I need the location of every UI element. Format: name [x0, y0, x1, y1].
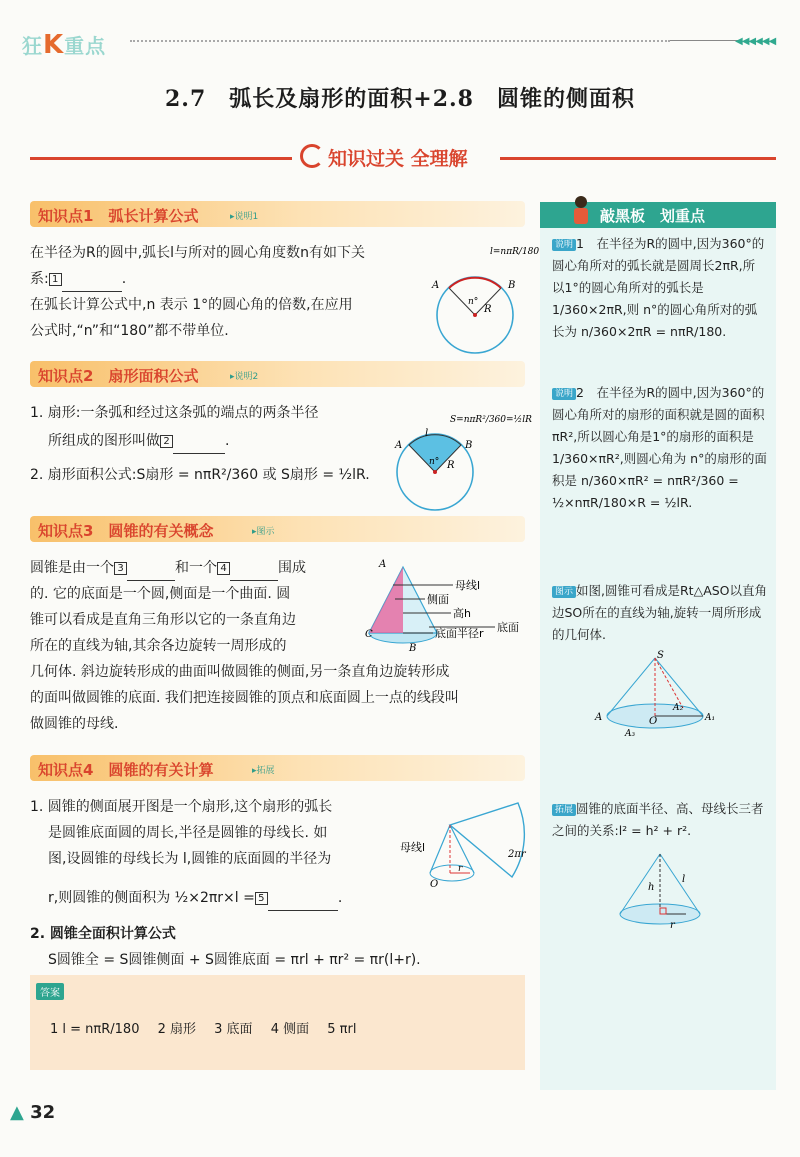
kp3-line-4: 所在的直线为轴,其余各边旋转一周形成的 — [30, 638, 287, 654]
svg-text:R: R — [447, 460, 455, 471]
note-tag: 拓展 — [552, 804, 576, 816]
header-dotted-rule — [130, 40, 670, 42]
svg-text:S: S — [657, 650, 664, 661]
kp4-line-3: 图,设圆锥的母线长为 l,圆锥的底面圆的半径为 — [48, 851, 332, 867]
svg-text:高h: 高h — [453, 607, 471, 620]
kp2-line-1: 1. 扇形:一条弧和经过这条弧的端点的两条半径 — [30, 405, 319, 421]
svg-text:O: O — [430, 879, 439, 890]
answer-row — [50, 1018, 356, 1037]
svg-text:侧面: 侧面 — [427, 593, 449, 606]
svg-text:B: B — [409, 643, 417, 654]
series-logo: 狂K重点 — [22, 30, 107, 60]
kp4-line-5: 2. 圆锥全面积计算公式 — [30, 926, 176, 942]
blank-4-box: 4 — [217, 562, 230, 575]
kp2-line-3: 2. 扇形面积公式:S扇形 = nπR²/360 或 S扇形 = ½lR. — [30, 467, 370, 483]
answer-item: 3 底面 — [214, 1022, 253, 1037]
kp4-tag: ▸拓展 — [252, 766, 275, 776]
svg-text:R: R — [484, 304, 492, 315]
header-arrows-icon: ◀◀◀◀◀◀ — [735, 36, 776, 47]
answer-item: 1 l = nπR/180 — [50, 1022, 140, 1037]
arc-length-figure — [420, 240, 540, 355]
sidebar-title: 敲黑板 划重点 — [600, 207, 706, 225]
knowledge-point-2-header — [30, 361, 525, 387]
sidebar-note-4: 拓展 圆锥的底面半径、高、母线长三者之间的关系:l² = h² + r². — [552, 801, 764, 838]
kp1-line-1: 在半径为R的圆中,弧长l与所对的圆心角度数n有如下关 — [30, 245, 365, 261]
svg-text:底面: 底面 — [497, 621, 519, 634]
page-title: 2.7 弧长及扇形的面积+2.8 圆锥的侧面积 — [165, 86, 635, 112]
cone-relation-figure — [610, 848, 720, 938]
svg-text:A₂: A₂ — [673, 703, 684, 713]
knowledge-point-4-header — [30, 755, 525, 781]
kp1-line-2: 系: 1 . — [30, 267, 126, 292]
svg-text:r: r — [670, 920, 675, 931]
kp4-line-6: S圆锥全 = S圆锥侧面 + S圆锥底面 = πrl + πr² = πr(l+r). — [48, 952, 421, 968]
swirl-icon — [300, 144, 324, 168]
svg-text:n°: n° — [468, 297, 479, 307]
kp1-tag: ▸说明1 — [230, 212, 259, 222]
svg-text:n°: n° — [429, 457, 440, 467]
kp3-line-7: 做圆锥的母线. — [30, 716, 119, 732]
kp3-line-6: 的面叫做圆锥的底面. 我们把连接圆锥的顶点和底面圆上一点的线段叫 — [30, 690, 459, 706]
arc-formula: l=nπR/180 — [490, 247, 540, 257]
kp2-title: 知识点2 扇形面积公式 — [38, 367, 199, 385]
blank-3-box: 3 — [114, 562, 127, 575]
svg-text:A₃: A₃ — [625, 729, 636, 739]
svg-text:O: O — [649, 716, 658, 727]
sidebar-note-3: 图示 如图,圆锥可看成是Rt△ASO以直角边SO所在的直线为轴,旋转一周所形成的几何体. — [552, 583, 768, 642]
kp1-title: 知识点1 弧长计算公式 — [38, 207, 199, 225]
kp4-line-2: 是圆锥底面圆的周长,半径是圆锥的母线长. 如 — [48, 825, 328, 841]
svg-text:A₁: A₁ — [705, 713, 716, 723]
kp2-line-2: 所组成的图形叫做 2 . — [48, 429, 229, 454]
kp1-line-3: 在弧长计算公式中,n 表示 1°的圆心角的倍数,在应用 — [30, 297, 353, 313]
svg-text:A: A — [595, 712, 603, 723]
sector-figure — [395, 400, 530, 515]
svg-text:r: r — [458, 864, 463, 874]
svg-text:A: A — [432, 280, 440, 291]
svg-text:h: h — [648, 882, 655, 893]
svg-text:A: A — [395, 440, 403, 451]
svg-text:B: B — [508, 280, 516, 291]
svg-text:底面半径r: 底面半径r — [435, 627, 484, 640]
kp3-tag: ▸图示 — [252, 527, 275, 537]
svg-text:A: A — [379, 559, 387, 570]
note-tag: 图示 — [552, 586, 576, 598]
answer-tag: 答案 — [36, 983, 64, 1000]
svg-text:C: C — [365, 629, 373, 640]
kp3-line-2: 的. 它的底面是一个圆,侧面是一个曲面. 圆 — [30, 586, 291, 602]
sidebar-header — [540, 202, 776, 228]
svg-text:l: l — [425, 428, 429, 439]
sector-formula: S=nπR²/360=½lR — [450, 415, 532, 425]
section-banner: 知识过关 全理解 — [300, 144, 468, 171]
kp4-title: 知识点4 圆锥的有关计算 — [38, 761, 214, 779]
blank-1-box: 1 — [49, 273, 62, 286]
kp3-line-3: 锥可以看成是直角三角形以它的一条直角边 — [30, 612, 296, 628]
knowledge-point-3-header — [30, 516, 525, 542]
note-tag: 说明 — [552, 388, 576, 400]
answer-item: 2 扇形 — [157, 1022, 197, 1037]
sidebar-note-1: 说明 1 在半径为R的圆中,因为360°的圆心角所对的弧长就是圆周长2πR,所以1°的圆心角所对的弧长是 1/360×2πR,则 n°的圆心角所对的弧长为 n/360×2πR = nπR/180. — [552, 236, 765, 339]
answer-item: 4 侧面 — [270, 1022, 310, 1037]
kp2-tag: ▸说明2 — [230, 372, 259, 382]
kp4-line-1: 1. 圆锥的侧面展开图是一个扇形,这个扇形的弧长 — [30, 799, 333, 815]
svg-text:母线l: 母线l — [400, 841, 426, 854]
knowledge-point-1-header — [30, 201, 525, 227]
cone-parts-figure — [365, 555, 530, 655]
kp3-line-5: 几何体. 斜边旋转形成的曲面叫做圆锥的侧面,另一条直角边旋转形成 — [30, 664, 450, 680]
sidebar-note-2: 说明 2 在半径为R的圆中,因为360°的圆心角所对的扇形的面积就是圆的面积 πR²,所以圆心角是1°的扇形的面积是 1/360×πR²,则圆心角为 n°的扇形的面积是 n/360×πR² = nπR²/360 = ½×nπR/180×R = ½lR. — [552, 385, 767, 510]
svg-text:母线l: 母线l — [455, 579, 481, 592]
cone-net-figure — [400, 795, 530, 895]
banner-rule-right — [500, 157, 776, 160]
svg-text:2πr: 2πr — [508, 849, 526, 860]
blank-5-box: 5 — [255, 892, 268, 905]
kp4-line-4: r,则圆锥的侧面积为 ½×2πr×l = 5 . — [48, 886, 342, 911]
blank-2-box: 2 — [160, 435, 173, 448]
answer-item: 5 πrl — [327, 1022, 357, 1037]
note-tag: 说明 — [552, 239, 576, 251]
kp3-line-1: 圆锥是由一个 3 和一个 4 围成 — [30, 556, 306, 581]
header-rule — [670, 40, 740, 41]
rotation-cone-figure — [595, 648, 725, 748]
teacher-icon — [568, 194, 594, 228]
kp3-title: 知识点3 圆锥的有关概念 — [38, 522, 214, 540]
banner-rule-left — [30, 157, 292, 160]
svg-text:B: B — [465, 440, 473, 451]
svg-text:l: l — [682, 874, 686, 885]
page-number: ▲ 32 — [10, 1102, 56, 1123]
kp1-line-4: 公式时,“n”和“180”都不带单位. — [30, 323, 229, 339]
